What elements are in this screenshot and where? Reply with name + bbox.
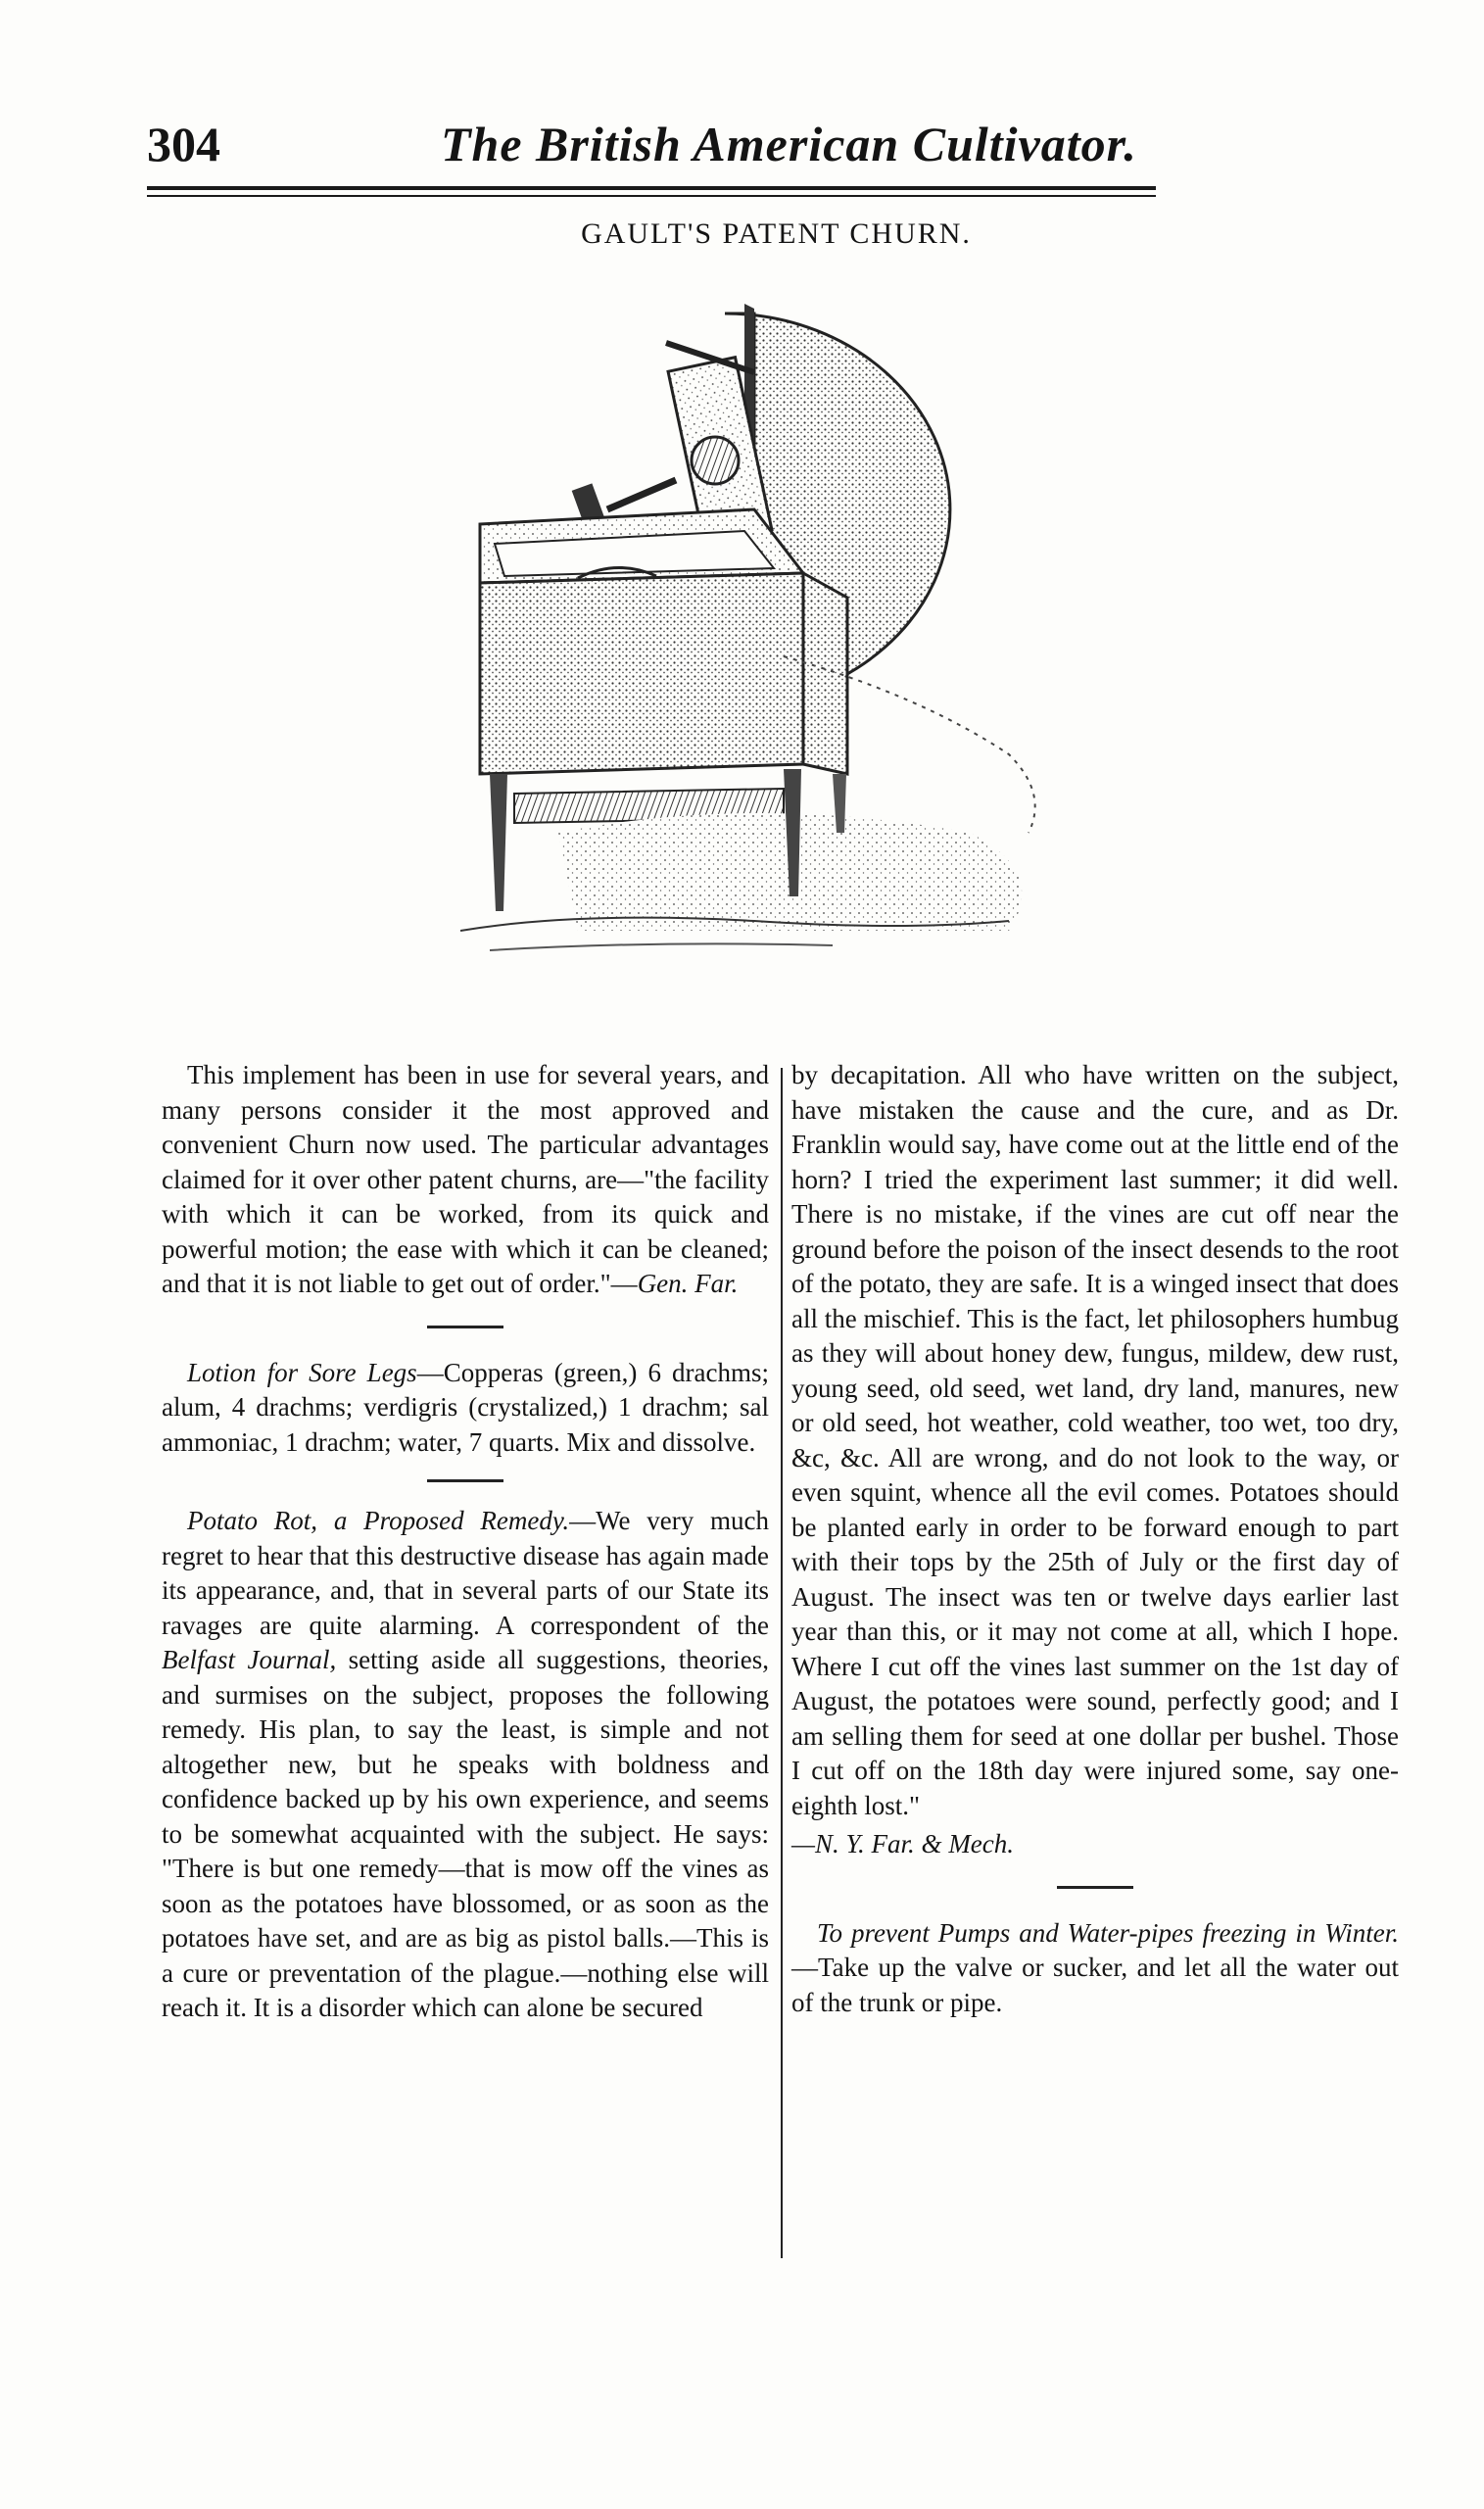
potato-article-text-right: by decapitation. All who have written on the subject, have mistaken the cause and the cure, and as Dr. Franklin would say, have come out at the little end of the horn? I tried the experiment last summer; it did well. There is no mistake, if the vines are cut off near the ground before the poison of the insect desends to the root of the potato, they are safe. It is a winged insect that does all the mischief. This is the fact, let philosophers humbug as they will about honey dew, fungus, mildew, dew rust, young seed, old seed, wet land, dry land, manures, new or old seed, hot weather, cold weather, too wet, too dry, &c, &c. All are wrong, and do not look to the way, or even squint, whence all the evil comes. Potatoes should be planted early in order to be forward enough to part with their tops by the 25th of July or the first day of August. The insect was ten or twelve days earlier last year than this, or it may not come at all, which I hope. Where I cut off the vines last summer on the 1st day of August, the potatoes were sound, perfectly good; and I am selling them for seed at one dollar per bushel. Those I cut off on the 18th day were injured some, say one-eighth lost." — [791, 1060, 1399, 1820]
potato-article-title: Potato Rot, a Proposed Remedy. — [187, 1506, 570, 1535]
figure-title: GAULT'S PATENT CHURN. — [581, 217, 972, 250]
potato-article-continued — [791, 1058, 1399, 1862]
churn-article-text: This implement has been in use for several years, and many persons consider it the most approved and convenient Churn now used. The particular advantages claimed for it over other patent churns, are—"the facility with which it can be worked, from its quick and powerful motion; the ease with which it can be cleaned; and that it is not liable to get out of order."— — [162, 1060, 769, 1298]
left-column — [162, 1058, 769, 2026]
lotion-article-title: Lotion for Sore Legs — [187, 1357, 417, 1387]
potato-article-text-a: —We very much regret to hear that this destructive disease has again made its appearance, and, that in several parts of our State its ravages are quite alarming. A correspondent of the — [162, 1506, 770, 1640]
page-header — [147, 116, 1156, 184]
article-separator — [1057, 1886, 1133, 1889]
churn-illustration — [460, 284, 1087, 1058]
potato-article-text-b: setting aside all suggestions, theories, and surmises on the subject, proposes the following remedy. His plan, to say the least, is simple and not altogether new, but he speaks with boldness and confidence backed up by his own experience, and seems to be somewhat acquainted with the subject. He says: "There is but one remedy—that is mow off the vines as soon as the potatoes have blossomed, or as soon as the potatoes have set, and are as big as pistol balls.—This is a cure or preventation of the plague.—nothing else will reach it. It is a disorder which can alone be secured — [162, 1645, 769, 2022]
pumps-article — [791, 1916, 1399, 2021]
potato-article — [162, 1504, 769, 2026]
churn-article-source: Gen. Far. — [637, 1269, 739, 1298]
right-column — [791, 1058, 1399, 2020]
article-separator — [427, 1479, 503, 1482]
article-separator — [427, 1326, 503, 1328]
header-rule-thin — [147, 195, 1156, 197]
churn-article — [162, 1058, 769, 1302]
pumps-article-title: To prevent Pumps and Water-pipes freezing in Winter. — [817, 1917, 1399, 1948]
page-number: 304 — [147, 117, 220, 171]
pumps-article-text: —Take up the valve or sucker, and let all the water out of the trunk or pipe. — [791, 1953, 1399, 2017]
header-rule-thick — [147, 186, 1156, 190]
potato-article-journal: Belfast Journal, — [162, 1645, 337, 1674]
potato-article-source: —N. Y. Far. & Mech. — [791, 1829, 1015, 1858]
journal-title: The British American Cultivator. — [441, 117, 1137, 171]
lotion-article — [162, 1356, 769, 1461]
column-divider — [781, 1068, 783, 2258]
lotion-article-text: —Copperas (green,) 6 drachms; alum, 4 drachms; verdigris (crystalized,) 1 drachm; sal ammoniac, 1 drachm; water, 7 quarts. Mix and dissolve. — [162, 1357, 770, 1457]
